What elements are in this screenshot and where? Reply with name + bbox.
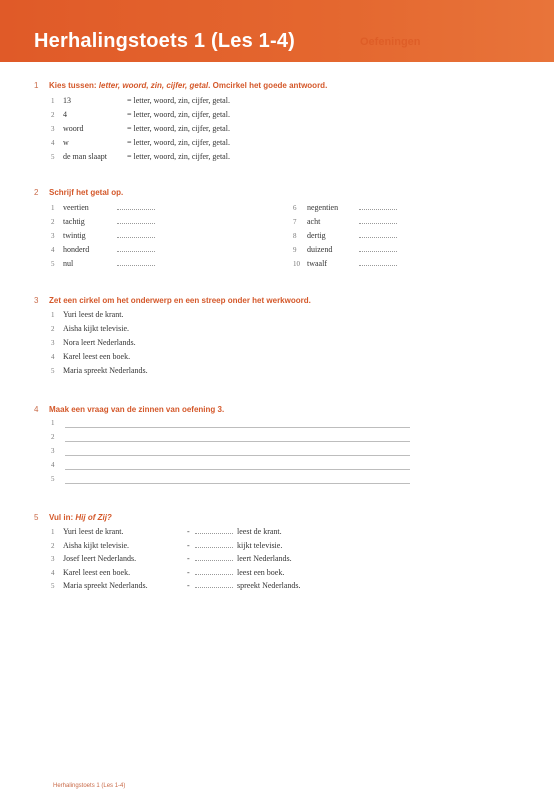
answer-blank[interactable] (359, 264, 397, 266)
item-number: 5 (51, 367, 55, 375)
exercise-1-instruction: 1 Kies tussen: letter, woord, zin, cijfer, getal. Omcirkel het goede antwoord. (34, 81, 328, 90)
item-sentence[interactable]: Maria spreekt Nederlands. (63, 366, 148, 375)
item-rest: leest een boek. (237, 567, 285, 577)
exercise-5-instruction: 5 Vul in: Hij of Zij? (34, 513, 112, 522)
item-sentence: Karel leest een boek. (63, 567, 131, 577)
item-number: 5 (51, 582, 55, 590)
exercise-number: 1 (34, 81, 39, 90)
item-sentence[interactable]: Karel leest een boek. (63, 352, 131, 361)
item-dash: - (187, 567, 190, 577)
item-dash: - (187, 527, 190, 536)
exercise-1-item (51, 124, 230, 133)
answer-blank[interactable] (195, 573, 233, 575)
header-bar (0, 0, 554, 62)
answer-line[interactable] (65, 427, 410, 428)
item-number: 7 (293, 218, 297, 226)
answer-blank[interactable] (117, 250, 155, 252)
item-number: 1 (51, 97, 55, 105)
item-word: nul (63, 259, 74, 268)
answer-blank[interactable] (359, 250, 397, 252)
exercise-2-item (293, 259, 397, 268)
exercise-2-instruction: 2 Schrijf het getal op. (34, 188, 124, 197)
exercise-4-item-number: 1 (51, 419, 55, 427)
answer-blank[interactable] (195, 546, 233, 548)
exercise-5-item (51, 527, 282, 536)
item-word: negentien (307, 203, 339, 212)
exercise-3-item (51, 324, 129, 333)
answer-blank[interactable] (359, 236, 397, 238)
item-number: 4 (51, 139, 55, 147)
item-sentence[interactable]: Yuri leest de krant. (63, 310, 124, 319)
exercise-2-item (51, 245, 155, 254)
answer-line[interactable] (65, 441, 410, 442)
exercise-2-item (51, 217, 155, 226)
item-choices[interactable]: = letter, woord, zin, cijfer, getal. (127, 152, 230, 161)
answer-blank[interactable] (117, 236, 155, 238)
item-sentence[interactable]: Nora leert Nederlands. (63, 338, 136, 347)
footer-text: Herhalingstoets 1 (Les 1-4) (53, 783, 126, 789)
item-term: 13 (63, 96, 71, 105)
item-number: 6 (293, 204, 297, 212)
exercise-3-item (51, 310, 123, 319)
exercise-number: 3 (34, 296, 39, 305)
item-sentence: Yuri leest de krant. (63, 527, 124, 536)
item-choices[interactable]: = letter, woord, zin, cijfer, getal. (127, 124, 230, 133)
item-number: 3 (51, 339, 55, 347)
item-rest: leert Nederlands. (237, 554, 292, 563)
answer-line[interactable] (65, 455, 410, 456)
exercise-2-item (293, 217, 397, 226)
exercise-2-item (293, 245, 397, 254)
item-sentence: Josef leert Nederlands. (63, 554, 137, 563)
exercise-2-item (51, 259, 155, 268)
item-number: 4 (51, 246, 55, 254)
item-sentence[interactable]: Aisha kijkt televisie. (63, 324, 129, 333)
exercise-2-item (51, 231, 155, 240)
exercise-3-instruction: 3 Zet een cirkel om het onderwerp en een streep onder het werkwoord. (34, 296, 311, 305)
exercise-2-item (293, 203, 397, 212)
item-number: 9 (293, 246, 297, 254)
page-title: Herhalingstoets 1 (Les 1-4) (34, 30, 296, 52)
item-word: honderd (63, 245, 90, 254)
exercise-3-item (51, 338, 136, 347)
exercise-number: 5 (34, 513, 39, 522)
item-choices[interactable]: = letter, woord, zin, cijfer, getal. (127, 138, 230, 147)
item-number: 10 (293, 260, 300, 268)
item-number: 4 (51, 353, 55, 361)
answer-blank[interactable] (195, 532, 233, 534)
item-choices[interactable]: = letter, woord, zin, cijfer, getal. (127, 96, 230, 105)
item-term: de man slaapt (63, 152, 107, 161)
item-word: twintig (63, 231, 86, 240)
item-word: dertig (307, 231, 326, 240)
exercise-4-item-number: 3 (51, 447, 55, 455)
exercise-5-item (51, 568, 284, 577)
item-word: twaalf (307, 259, 327, 268)
answer-line[interactable] (65, 469, 410, 470)
exercise-1-item (51, 152, 230, 161)
item-rest: kijkt televisie. (237, 540, 283, 550)
answer-blank[interactable] (359, 208, 397, 210)
item-term: 4 (63, 110, 67, 119)
item-word: veertien (63, 203, 89, 212)
exercise-4-item-number: 4 (51, 461, 55, 469)
answer-blank[interactable] (117, 208, 155, 210)
item-number: 1 (51, 204, 55, 212)
item-number: 2 (51, 218, 55, 226)
item-number: 2 (51, 325, 55, 333)
item-word: tachtig (63, 217, 85, 226)
exercise-5-item (51, 581, 301, 590)
item-sentence: Aisha kijkt televisie. (63, 540, 129, 550)
answer-blank[interactable] (359, 222, 397, 224)
exercise-1-item (51, 110, 230, 119)
item-term: w (63, 138, 69, 147)
item-rest: leest de krant. (237, 527, 282, 536)
answer-blank[interactable] (117, 222, 155, 224)
item-sentence: Maria spreekt Nederlands. (63, 581, 148, 590)
item-dash: - (187, 554, 190, 563)
item-term: woord (63, 124, 84, 133)
exercise-3-item (51, 366, 148, 375)
answer-blank[interactable] (195, 559, 233, 561)
item-number: 4 (51, 568, 55, 577)
exercise-number: 2 (34, 188, 39, 197)
exercise-2-item (293, 231, 397, 240)
item-word: acht (307, 217, 321, 226)
item-word: duizend (307, 245, 333, 254)
exercise-4-instruction: 4 Maak een vraag van de zinnen van oefening 3. (34, 405, 225, 414)
item-number: 1 (51, 311, 55, 319)
item-number: 2 (51, 541, 55, 550)
item-number: 5 (51, 260, 55, 268)
item-rest: spreekt Nederlands. (237, 581, 301, 590)
exercise-4-item-number: 2 (51, 433, 55, 441)
item-number: 2 (51, 111, 55, 119)
item-number: 3 (51, 232, 55, 240)
item-dash: - (187, 540, 190, 550)
item-number: 3 (51, 125, 55, 133)
header-ghost-text: Oefeningen (360, 36, 421, 48)
item-number: 3 (51, 555, 55, 563)
exercise-3-item (51, 352, 130, 361)
item-number: 8 (293, 232, 297, 240)
item-number: 1 (51, 528, 55, 536)
exercise-4-item-number: 5 (51, 475, 55, 483)
exercise-1-item (51, 138, 230, 147)
answer-line[interactable] (65, 483, 410, 484)
answer-blank[interactable] (117, 264, 155, 266)
exercise-2-item (51, 203, 155, 212)
item-choices[interactable]: = letter, woord, zin, cijfer, getal. (127, 110, 230, 119)
exercise-number: 4 (34, 405, 39, 414)
item-dash: - (187, 581, 190, 590)
exercise-1-item (51, 96, 230, 105)
answer-blank[interactable] (195, 586, 233, 588)
item-number: 5 (51, 153, 55, 161)
exercise-5-item (51, 541, 282, 550)
exercise-5-item (51, 554, 292, 563)
